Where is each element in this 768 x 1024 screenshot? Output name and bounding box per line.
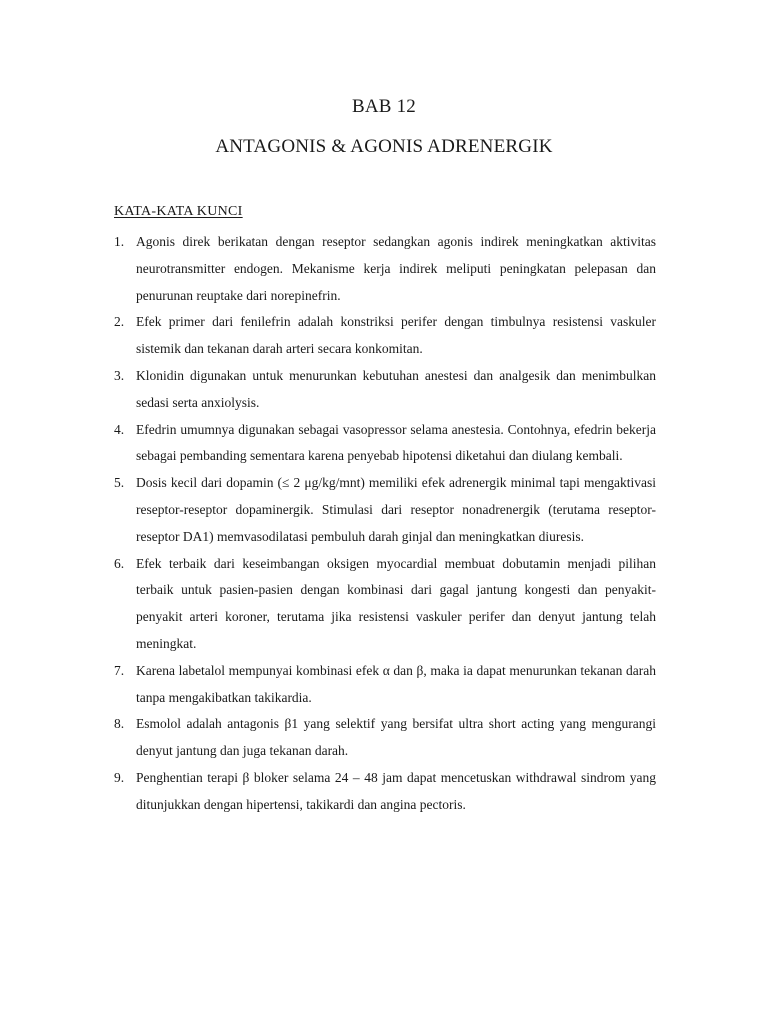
list-item bbox=[114, 711, 656, 765]
list-item bbox=[114, 551, 656, 658]
list-item-number: 2. bbox=[114, 314, 125, 330]
list-item-number: 6. bbox=[114, 555, 125, 571]
list-item-text: Penghentian terapi β bloker selama 24 – 48 jam dapat mencetuskan withdrawal sindrom yang ditunjukkan dengan hipertensi, takikardi dan angina pectoris. bbox=[136, 769, 656, 812]
list-item-text: Efek terbaik dari keseimbangan oksigen myocardial membuat dobutamin menjadi pilihan terbaik untuk pasien-pasien dengan kombinasi dari gagal jantung kongesti dan penyakit-penyakit arteri koroner, terutama jika resistensi vaskuler perifer dan denyut jantung telah meningkat. bbox=[136, 555, 656, 651]
key-points-list bbox=[114, 229, 656, 819]
list-item-text: Dosis kecil dari dopamin (≤ 2 μg/kg/mnt) memiliki efek adrenergik minimal tapi mengaktivasi reseptor-reseptor dopaminergik. Stimulasi dari reseptor nonadrenergik (terutama reseptor-reseptor DA1) memvasodilatasi pembuluh darah ginjal dan meningkatkan diuresis. bbox=[136, 475, 656, 544]
list-item bbox=[114, 309, 656, 363]
chapter-title: ANTAGONIS & AGONIS ADRENERGIK bbox=[215, 136, 553, 157]
list-item-text: Esmolol adalah antagonis β1 yang selektif yang bersifat ultra short acting yang mengurangi denyut jantung dan juga tekanan darah. bbox=[136, 716, 656, 759]
list-item bbox=[114, 658, 656, 712]
list-item bbox=[114, 229, 656, 309]
list-item bbox=[114, 470, 656, 550]
chapter-number: BAB 12 bbox=[351, 96, 417, 117]
list-item-number: 4. bbox=[114, 421, 125, 437]
list-item bbox=[114, 417, 656, 471]
list-item-text: Efedrin umumnya digunakan sebagai vasopressor selama anestesia. Contohnya, efedrin bekerja sebagai pembanding sementara karena penyebab hipotensi diketahui dan diulang kembali. bbox=[136, 421, 656, 464]
list-item-number: 1. bbox=[114, 234, 125, 249]
list-item-text: Efek primer dari fenilefrin adalah konstriksi perifer dengan timbulnya resistensi vaskuler sistemik dan tekanan darah arteri secara konkomitan. bbox=[136, 314, 656, 357]
list-item bbox=[114, 363, 656, 417]
list-item-text: Klonidin digunakan untuk menurunkan kebutuhan anestesi dan analgesik dan menimbulkan sedasi serta anxiolysis. bbox=[136, 367, 656, 410]
list-item-number: 5. bbox=[114, 475, 125, 491]
list-item-text: Karena labetalol mempunyai kombinasi efek α dan β, maka ia dapat menurunkan tekanan darah tanpa mengakibatkan takikardia. bbox=[136, 662, 656, 705]
list-item-number: 3. bbox=[114, 367, 125, 383]
list-item-number: 7. bbox=[114, 662, 125, 678]
list-item bbox=[114, 765, 656, 819]
list-item-number: 9. bbox=[114, 769, 125, 785]
section-heading: KATA-KATA KUNCI bbox=[114, 204, 243, 219]
list-item-text: Agonis direk berikatan dengan reseptor sedangkan agonis indirek meningkatkan aktivitas neurotransmitter endogen. Mekanisme kerja indirek meliputi peningkatan pelepasan dan penurunan reuptake dari norepinefrin. bbox=[136, 234, 656, 303]
list-item-number: 8. bbox=[114, 716, 125, 732]
